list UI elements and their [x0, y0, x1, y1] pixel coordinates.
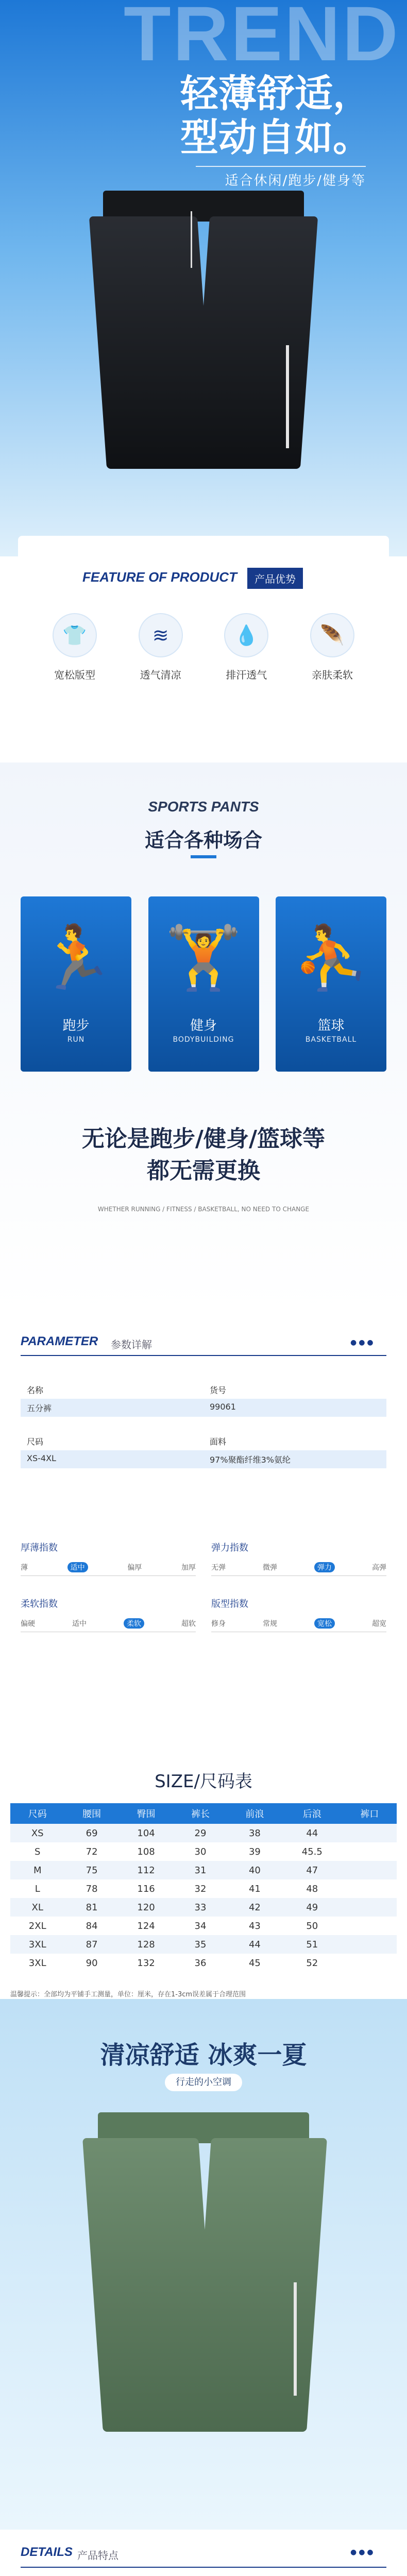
- scale-tick: 无弹: [211, 1564, 226, 1572]
- size-cell: 112: [119, 1861, 173, 1879]
- scale-tick-selected: 弹力: [314, 1562, 335, 1572]
- size-cell: [342, 1954, 397, 1972]
- scene-card-label: 篮球: [317, 1018, 345, 1033]
- scale-title: 版型指数: [211, 1599, 248, 1609]
- scale-softness: [21, 1597, 196, 1632]
- scale-elasticity: [211, 1540, 386, 1576]
- size-cell: 132: [137, 1957, 155, 1969]
- hero-subtitle: 适合休闲/跑步/健身等: [225, 173, 366, 189]
- feature-badge: 产品优势: [247, 568, 303, 589]
- size-table: [10, 1803, 397, 1972]
- size-cell: 50: [306, 1920, 318, 1931]
- size-header-cell: 前浪: [228, 1803, 282, 1824]
- size-cell: 51: [282, 1935, 342, 1954]
- size-table-row: [10, 1879, 397, 1898]
- scene-tagline: [0, 1123, 407, 1187]
- param-title: PARAMETER: [21, 1334, 98, 1348]
- param-scales: [21, 1540, 386, 1632]
- feature-label: 宽松版型: [54, 669, 95, 681]
- size-cell: 116: [137, 1883, 155, 1894]
- size-cell: 49: [282, 1898, 342, 1917]
- hero-headline-line2: 型动自如。: [180, 115, 371, 160]
- scale-thickness: [21, 1540, 196, 1576]
- size-cell: L: [35, 1883, 40, 1894]
- param-value: 五分裤: [21, 1399, 204, 1417]
- param-key: 尺码: [21, 1432, 204, 1450]
- size-cell: 36: [194, 1957, 207, 1969]
- size-cell: 69: [64, 1824, 118, 1842]
- scene-card-label: 跑步: [62, 1018, 90, 1033]
- param-rule: [21, 1355, 386, 1356]
- size-table-row: [10, 1954, 397, 1972]
- feature-item: [127, 613, 194, 682]
- feature-list: [41, 613, 366, 682]
- scene-section: [0, 762, 407, 1314]
- drawstring: [191, 211, 192, 268]
- size-cell: 47: [282, 1861, 342, 1879]
- size-cell: 45: [248, 1957, 261, 1969]
- size-cell: 84: [86, 1920, 98, 1931]
- feature-title: FEATURE OF PRODUCT: [82, 569, 237, 585]
- hero-headline-line1: 轻薄舒适，: [180, 72, 371, 116]
- scale-title: 厚薄指数: [21, 1543, 58, 1553]
- param-subtitle: 参数详解: [111, 1338, 152, 1351]
- scene-cards: [21, 896, 386, 1072]
- param-value: 99061: [204, 1399, 386, 1417]
- scale-tick: 偏厚: [127, 1564, 142, 1572]
- scale-title: 弹力指数: [211, 1543, 248, 1553]
- size-cell: [342, 1898, 397, 1917]
- hero-bg-text: TREND: [124, 0, 400, 77]
- tshirt-icon: 👕: [53, 613, 97, 657]
- details-title: DETAILS: [21, 2545, 73, 2559]
- size-header-cell: 尺码: [10, 1803, 64, 1824]
- size-table-header: [10, 1803, 397, 1824]
- param-key: 名称: [21, 1381, 204, 1399]
- scale-tick: 微弹: [263, 1564, 277, 1572]
- size-cell: 34: [194, 1920, 207, 1931]
- hero-banner: [0, 0, 407, 556]
- details-dots: ●●●: [350, 2548, 376, 2556]
- size-cell: 104: [119, 1824, 173, 1842]
- size-chart-title: SIZE/尺码表: [155, 1771, 252, 1792]
- size-cell: 3XL: [28, 1957, 46, 1969]
- scale-ticks: [211, 1618, 386, 1632]
- scene-card-label: 健身: [190, 1018, 217, 1033]
- size-cell: 40: [228, 1861, 282, 1879]
- wind-icon: ≋: [139, 613, 183, 657]
- feature-item: [213, 613, 280, 682]
- size-cell: 41: [248, 1883, 261, 1894]
- size-cell: 108: [137, 1846, 155, 1857]
- scale-tick-selected: 柔软: [124, 1618, 144, 1629]
- scene-card-run: [21, 896, 131, 1072]
- scene-title-en: SPORTS PANTS: [148, 799, 259, 815]
- parameter-section: [0, 1314, 407, 1803]
- size-cell: [342, 1917, 397, 1935]
- size-table-row: [10, 1917, 397, 1935]
- scene-card-en: BODYBUILDING: [173, 1036, 234, 1044]
- scale-ticks: [211, 1562, 386, 1576]
- size-cell: 32: [194, 1883, 207, 1894]
- scale-tick: 薄: [21, 1564, 28, 1572]
- size-cell: 124: [137, 1920, 155, 1931]
- size-cell: 44: [282, 1824, 342, 1842]
- size-cell: 78: [86, 1883, 98, 1894]
- size-cell: 120: [119, 1898, 173, 1917]
- size-cell: 52: [306, 1957, 318, 1969]
- param-key: 货号: [204, 1381, 386, 1399]
- reflective-stripe: [286, 345, 289, 448]
- size-cell: 38: [228, 1824, 282, 1842]
- param-key: 面料: [204, 1432, 386, 1450]
- param-dots: ●●●: [350, 1338, 376, 1347]
- size-cell: 3XL: [10, 1935, 64, 1954]
- scene-tagline-2: 都无需更换: [147, 1157, 260, 1184]
- feature-item: [41, 613, 108, 682]
- cool-section: [0, 1999, 407, 2530]
- size-cell: 39: [248, 1846, 261, 1857]
- fitness-icon: 🏋: [165, 922, 242, 994]
- hero-headline: [180, 72, 371, 160]
- size-cell: 33: [173, 1898, 227, 1917]
- size-cell: 128: [119, 1935, 173, 1954]
- size-table-section: [0, 1803, 407, 1999]
- size-cell: 72: [86, 1846, 98, 1857]
- product-image-black-shorts: [82, 191, 325, 469]
- size-table-row: [10, 1861, 397, 1879]
- size-cell: 44: [228, 1935, 282, 1954]
- size-table-body: [10, 1824, 397, 1972]
- size-cell: [342, 1879, 397, 1898]
- scene-card-en: BASKETBALL: [305, 1036, 357, 1044]
- size-cell: 29: [173, 1824, 227, 1842]
- hero-divider: [196, 166, 366, 167]
- size-header-cell: 后浪: [282, 1803, 342, 1824]
- size-cell: XS: [10, 1824, 64, 1842]
- size-cell: 48: [306, 1883, 318, 1894]
- size-cell: S: [34, 1846, 41, 1857]
- scale-tick-selected: 适中: [67, 1562, 88, 1572]
- size-header-cell: 裤长: [173, 1803, 227, 1824]
- scale-tick: 适中: [72, 1620, 87, 1628]
- size-table-row: [10, 1935, 397, 1954]
- details-subtitle: 产品特点: [77, 2549, 118, 2562]
- scene-title-cn: 适合各种场合: [144, 829, 262, 852]
- feature-label: 排汗透气: [226, 669, 267, 681]
- basketball-icon: ⛹: [292, 922, 370, 994]
- param-row: [21, 1432, 386, 1468]
- size-cell: 30: [194, 1846, 207, 1857]
- scale-tick: 超软: [181, 1620, 196, 1628]
- scale-tick: 常规: [263, 1620, 277, 1628]
- size-cell: 43: [248, 1920, 261, 1931]
- reflective-stripe: [294, 2282, 297, 2396]
- size-table-row: [10, 1898, 397, 1917]
- scale-ticks: [21, 1618, 196, 1632]
- size-table-row: [10, 1842, 397, 1861]
- size-header-cell: 裤口: [342, 1803, 397, 1824]
- size-header-cell: 臀围: [119, 1803, 173, 1824]
- cool-title: 清凉舒适 冰爽一夏: [100, 2041, 307, 2070]
- size-cell: 42: [228, 1898, 282, 1917]
- drop-icon: 💧: [224, 613, 268, 657]
- size-cell: 81: [64, 1898, 118, 1917]
- scene-card-en: RUN: [67, 1036, 85, 1044]
- param-value: 97%聚酯纤维3%氨纶: [204, 1450, 386, 1468]
- scale-tick-selected: 宽松: [314, 1618, 335, 1629]
- details-header: [0, 2530, 407, 2576]
- scale-title: 柔软指数: [21, 1599, 58, 1609]
- size-cell: XL: [10, 1898, 64, 1917]
- scene-card-fitness: [148, 896, 259, 1072]
- size-header-cell: 腰围: [64, 1803, 118, 1824]
- scale-tick: 超宽: [372, 1620, 386, 1628]
- scale-tick: 修身: [211, 1620, 226, 1628]
- scene-small-text: WHETHER RUNNING / FITNESS / BASKETBALL, NO NEED TO CHANGE: [97, 1206, 310, 1213]
- scale-tick: 偏硬: [21, 1620, 35, 1628]
- scene-divider: [191, 855, 216, 858]
- size-cell: 87: [64, 1935, 118, 1954]
- size-cell: 45.5: [301, 1846, 323, 1857]
- size-note: 温馨提示：全部均为平铺手工测量，单位：厘米，存在1-3cm误差属于合理范围: [10, 1991, 246, 1998]
- size-cell: 90: [86, 1957, 98, 1969]
- hero-bottom-panel: [18, 536, 389, 556]
- scene-tagline-1: 无论是跑步/健身/篮球等: [81, 1126, 326, 1152]
- running-icon: 🏃: [37, 922, 115, 994]
- scene-card-basketball: [276, 896, 386, 1072]
- cool-pill: 行走的小空调: [165, 2074, 242, 2091]
- size-cell: [342, 1824, 397, 1842]
- size-table-row: [10, 1824, 397, 1842]
- size-cell: 31: [173, 1861, 227, 1879]
- feature-label: 亲肤柔软: [311, 669, 353, 681]
- product-image-green-shorts: [72, 2112, 335, 2432]
- size-cell: [342, 1935, 397, 1954]
- param-value: XS-4XL: [21, 1450, 204, 1468]
- feature-section: [0, 556, 407, 762]
- details-rule: [21, 2567, 386, 2568]
- size-cell: 2XL: [28, 1920, 46, 1931]
- feature-item: [299, 613, 366, 682]
- param-row: [21, 1381, 386, 1417]
- right-leg: [191, 2138, 327, 2432]
- feather-icon: 🪶: [310, 613, 354, 657]
- scale-tick: 加厚: [181, 1564, 196, 1572]
- scale-tick: 高弹: [372, 1564, 386, 1572]
- right-leg: [192, 216, 318, 469]
- size-cell: [342, 1842, 397, 1861]
- size-cell: 75: [64, 1861, 118, 1879]
- scale-ticks: [21, 1562, 196, 1576]
- size-cell: [342, 1861, 397, 1879]
- size-cell: M: [10, 1861, 64, 1879]
- scale-fit: [211, 1597, 386, 1632]
- feature-label: 透气清凉: [140, 669, 181, 681]
- size-cell: 35: [173, 1935, 227, 1954]
